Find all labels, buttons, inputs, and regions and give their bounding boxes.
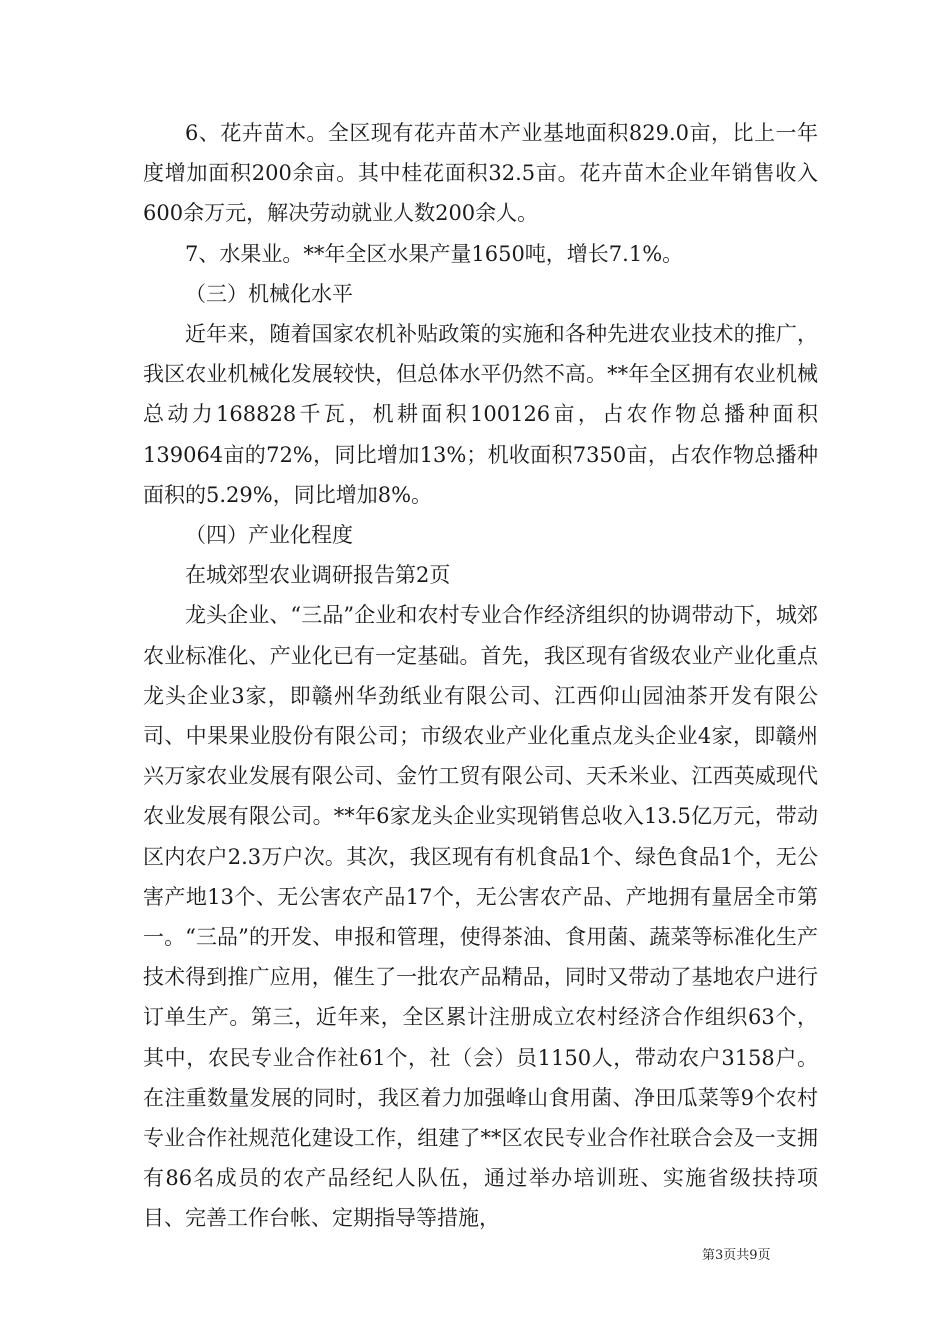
paragraph-flowers-nursery: 6、花卉苗木。全区现有花卉苗木产业基地面积829.0亩，比上一年度增加面积200余亩。其中桂花面积32.5亩。花卉苗木企业年销售收入600余万元，解决劳动就业人数200余人。 <box>143 121 818 226</box>
page-number-footer: 第3页共9页 <box>702 1248 771 1263</box>
paragraph-industrialization: 龙头企业、“三品”企业和农村专业合作经济组织的协调带动下，城郊农业标准化、产业化已有一定基础。首先，我区现有省级农业产业化重点龙头企业3家，即赣州华劲纸业有限公司、江西仰山园油茶开发有限公司、中果果业股份有限公司；市级农业产业化重点龙头企业4家，即赣州兴万家农业发展有限公司、金竹工贸有限公司、天禾米业、江西英威现代农业发展有限公司。**年6家龙头企业实现销售总收入13.5亿万元，带动区内农户2.3万户次。其次，我区现有有机食品1个、绿色食品1个，无公害产地13个、无公害农产品17个，无公害农产品、产地拥有量居全市第一。“三品”的开发、申报和管理，使得茶油、食用菌、蔬菜等标准化生产技术得到推广应用，催生了一批农产品精品，同时又带动了基地农户进行订单生产。第三，近年来，全区累计注册成立农村经济合作组织63个，其中，农民专业合作社61个，社（会）员1150人，带动农户3158户。在注重数量发展的同时，我区着力加强峰山食用菌、净田瓜菜等9个农村专业合作社规范化建设工作，组建了**区农民专业合作社联合会及一支拥有86名成员的农产品经纪人队伍，通过举办培训班、实施省级扶持项目、完善工作台帐、定期指导等措施， <box>143 603 818 1231</box>
paragraph-fruit-industry: 7、水果业。**年全区水果产量1650吨，增长7.1%。 <box>185 241 684 266</box>
paragraph-page-reference: 在城郊型农业调研报告第2页 <box>185 563 451 588</box>
section-heading-mechanization: （三）机械化水平 <box>185 281 353 306</box>
section-heading-industrialization: （四）产业化程度 <box>185 523 353 548</box>
paragraph-mechanization: 近年来，随着国家农机补贴政策的实施和各种先进农业技术的推广，我区农业机械化发展较快，但总体水平仍然不高。**年全区拥有农业机械总动力168828千瓦，机耕面积100126亩，占农作物总播种面积139064亩的72%，同比增加13%；机收面积7350亩，占农作物总播种面积的5.29%，同比增加8%。 <box>143 322 819 507</box>
document-body <box>143 113 818 1239</box>
